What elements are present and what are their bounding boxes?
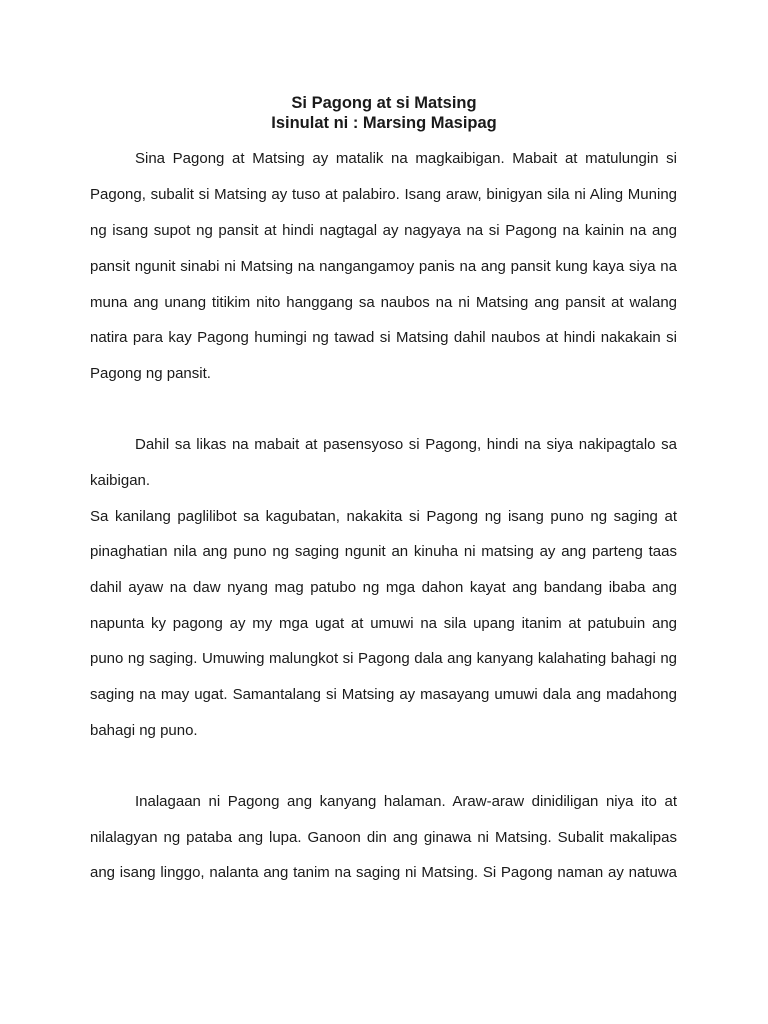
paragraph-line: puno ng saging. Umuwing malungkot si Pagong dala ang kanyang kalahating bahagi ng	[90, 650, 677, 667]
paragraph-line: Sa kanilang paglilibot sa kagubatan, nakakita si Pagong ng isang puno ng saging at	[90, 508, 677, 525]
paragraph-line: pinaghatian nila ang puno ng saging ngunit an kinuha ni matsing ay ang parteng taas	[90, 543, 677, 560]
paragraph-line: Pagong ng pansit.	[90, 365, 211, 382]
title-block	[0, 93, 768, 133]
paragraph-line: napunta ky pagong ay my mga ugat at umuwi na sila upang itanim at patubuin ang	[90, 615, 677, 632]
paragraph-line: kaibigan.	[90, 472, 151, 489]
paragraph-line: pansit ngunit sinabi ni Matsing na nangangamoy panis na ang pansit kung kaya siya na	[90, 258, 677, 275]
paragraph-line: Inalagaan ni Pagong ang kanyang halaman. Araw-araw dinidiligan niya ito at	[135, 793, 677, 810]
paragraph-line: Sina Pagong at Matsing ay matalik na magkaibigan. Mabait at matulungin si	[135, 150, 677, 167]
paragraph-line: bahagi ng puno.	[90, 722, 198, 739]
paragraph-line: ng isang supot ng pansit at hindi nagtagal ay nagyaya na si Pagong na kainin na ang	[90, 222, 677, 239]
story-title: Si Pagong at si Matsing	[291, 94, 477, 112]
paragraph-line: nilalagyan ng pataba ang lupa. Ganoon din ang ginawa ni Matsing. Subalit makalipas	[90, 829, 677, 846]
paragraph-line: ang isang linggo, nalanta ang tanim na saging ni Matsing. Si Pagong naman ay natuwa	[90, 864, 677, 881]
paragraph-line: dahil ayaw na daw nyang mag patubo ng mga dahon kayat ang bandang ibaba ang	[90, 579, 677, 596]
paragraph-line: Dahil sa likas na mabait at pasensyoso si Pagong, hindi na siya nakipagtalo sa	[135, 436, 677, 453]
author-line: Isinulat ni : Marsing Masipag	[271, 114, 497, 132]
paragraph-line: muna ang unang titikim nito hanggang sa naubos na ni Matsing ang pansit at walang	[90, 294, 677, 311]
paragraph-line: natira para kay Pagong humingi ng tawad si Matsing dahil naubos at hindi nakakain si	[90, 329, 677, 346]
paragraph-line: Pagong, subalit si Matsing ay tuso at palabiro. Isang araw, binigyan sila ni Aling Muning	[90, 186, 677, 203]
paragraph-line: saging na may ugat. Samantalang si Matsing ay masayang umuwi dala ang madahong	[90, 686, 677, 703]
